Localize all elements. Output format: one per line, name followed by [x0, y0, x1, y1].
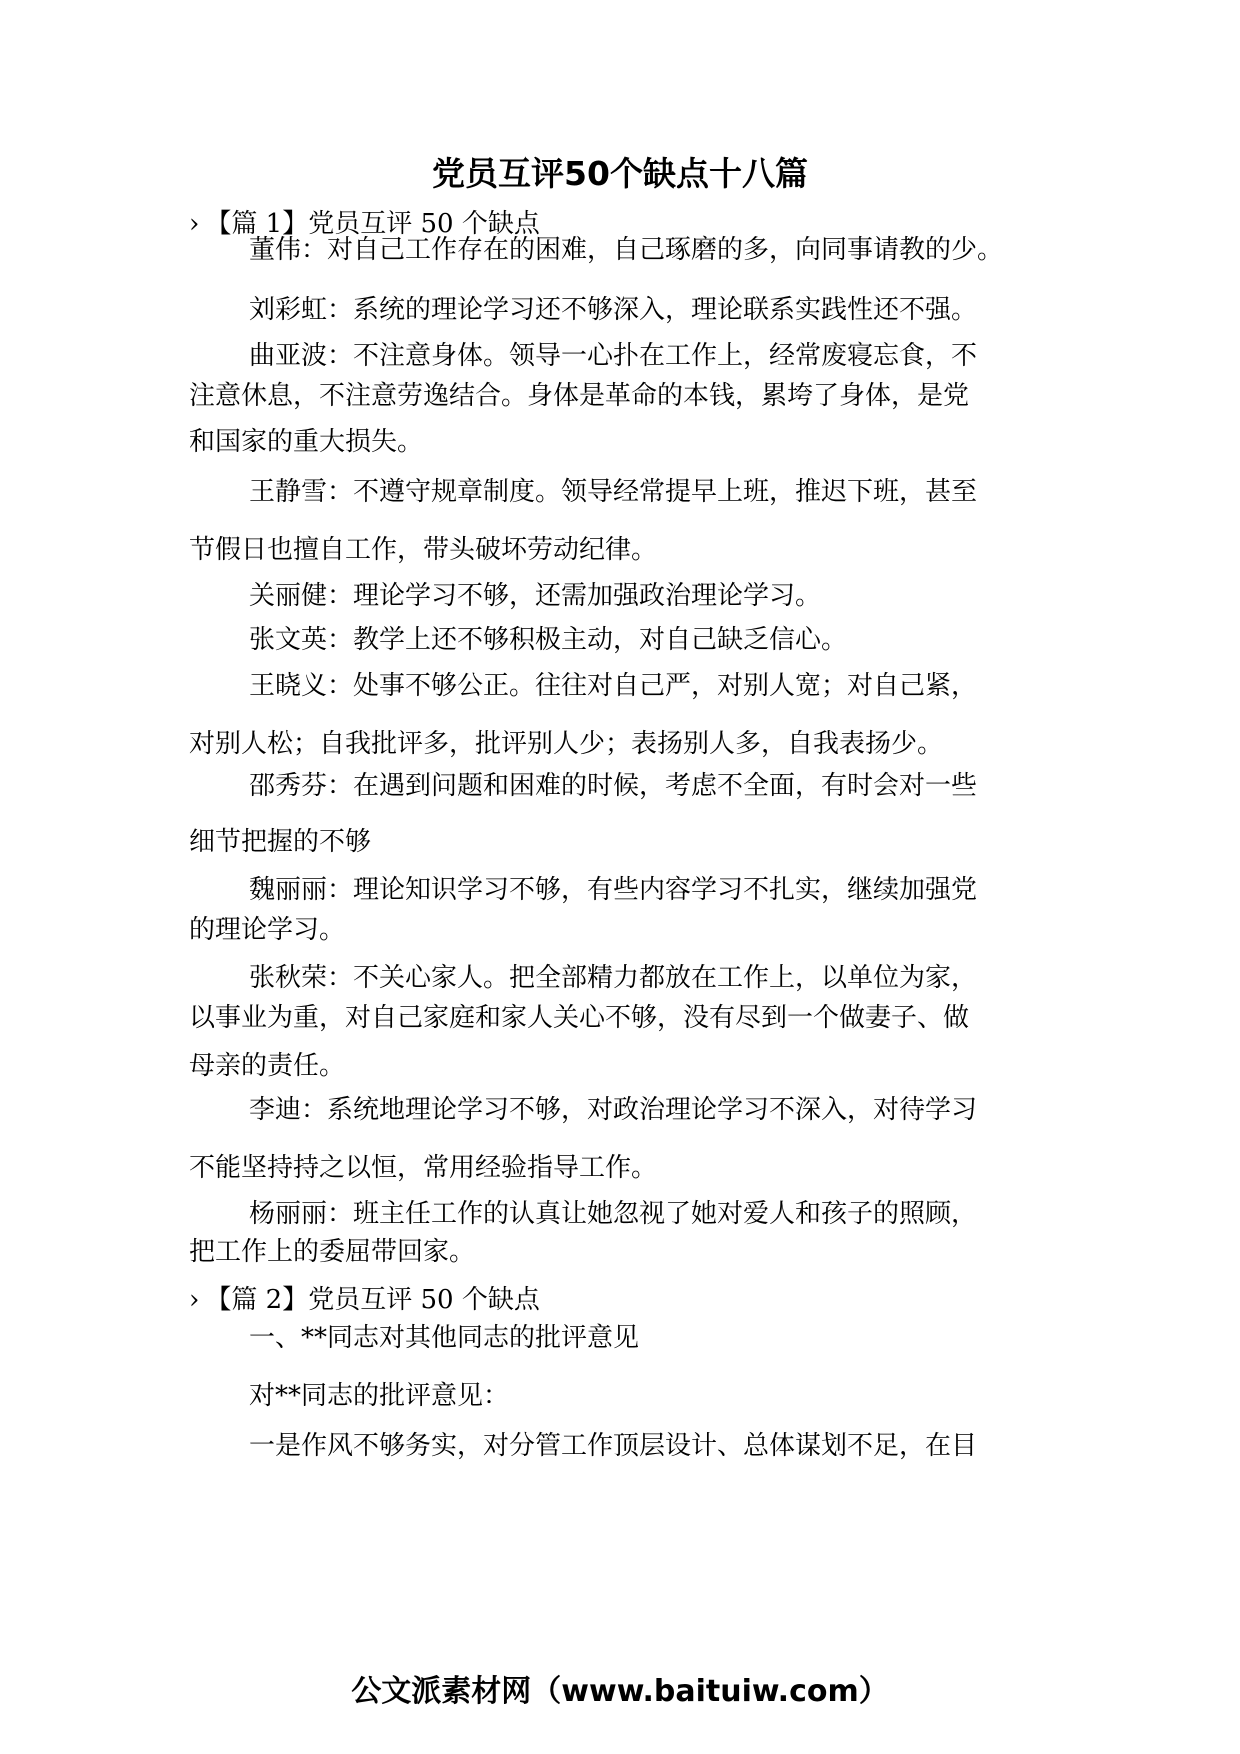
- line-text: 杨丽丽：班主任工作的认真让她忽视了她对爱人和孩子的照顾，: [249, 1199, 978, 1229]
- line-text: 和国家的重大损失。: [189, 427, 424, 457]
- line-text: 节假日也擅自工作，带头破坏劳动纪律。: [189, 535, 658, 565]
- paragraph-line: [249, 620, 847, 660]
- paragraph-line: [249, 766, 977, 806]
- line-text: 的理论学习。: [189, 915, 346, 945]
- paragraph-line: [189, 530, 657, 570]
- line-text: 张秋荣：不关心家人。把全部精力都放在工作上，以单位为家，: [249, 963, 978, 993]
- paragraph-line: [249, 230, 1003, 270]
- line-text: 对**同志的批评意见：: [249, 1381, 510, 1411]
- paragraph-line: [249, 870, 977, 910]
- paragraph-line: [189, 376, 969, 416]
- paragraph-line: [189, 910, 345, 950]
- line-text: 曲亚波：不注意身体。领导一心扑在工作上，经常废寝忘食，不: [249, 341, 978, 371]
- paragraph-line: [249, 1426, 977, 1466]
- line-text: 以事业为重，对自己家庭和家人关心不够，没有尽到一个做妻子、做: [189, 1003, 970, 1033]
- line-text: 一是作风不够务实，对分管工作顶层设计、总体谋划不足，在目: [249, 1431, 978, 1461]
- line-text: 把工作上的委屈带回家。: [189, 1237, 476, 1267]
- paragraph-line: [189, 1232, 475, 1272]
- line-text: 魏丽丽：理论知识学习不够，有些内容学习不扎实，继续加强党: [249, 875, 978, 905]
- line-text: 【篇 2】党员互评 50 个缺点: [205, 1285, 540, 1315]
- line-text: 不能坚持持之以恒，常用经验指导工作。: [189, 1153, 658, 1183]
- paragraph-line: [189, 724, 943, 764]
- paragraph-line: [249, 666, 977, 706]
- line-text: 王晓义：处事不够公正。往往对自己严，对别人宽；对自己紧，: [249, 671, 978, 701]
- line-text: 张文英：教学上还不够积极主动，对自己缺乏信心。: [249, 625, 848, 655]
- line-text: 董伟：对自己工作存在的困难，自己琢磨的多，向同事请教的少。: [249, 235, 1004, 265]
- paragraph-line: [249, 1318, 639, 1358]
- paragraph-line: [189, 822, 371, 862]
- paragraph-line: [249, 472, 977, 512]
- paragraph-line: [189, 1148, 657, 1188]
- line-text: 注意休息，不注意劳逸结合。身体是革命的本钱，累垮了身体，是党: [189, 381, 970, 411]
- line-text: 【篇 1】党员互评 50 个缺点: [205, 209, 540, 239]
- paragraph-line: [189, 998, 969, 1038]
- section-heading: [189, 1280, 540, 1320]
- paragraph-line: [249, 336, 977, 376]
- line-text: 李迪：系统地理论学习不够，对政治理论学习不深入，对待学习: [249, 1095, 978, 1125]
- paragraph-line: [249, 1090, 977, 1130]
- chevron-right-icon: ›: [189, 1285, 200, 1315]
- line-text: 一、**同志对其他同志的批评意见: [249, 1323, 640, 1353]
- line-text: 王静雪：不遵守规章制度。领导经常提早上班，推迟下班，甚至: [249, 477, 978, 507]
- paragraph-line: [249, 958, 977, 998]
- line-text: 母亲的责任。: [189, 1051, 346, 1081]
- line-text: 关丽健：理论学习不够，还需加强政治理论学习。: [249, 581, 822, 611]
- paragraph-line: [249, 1194, 977, 1234]
- paragraph-line: [189, 1046, 345, 1086]
- document-title: 党员互评50个缺点十八篇: [432, 154, 808, 193]
- line-text: 细节把握的不够: [189, 827, 372, 857]
- footer-watermark: 公文派素材网（www.baituiw.com）: [351, 1674, 889, 1709]
- paragraph-line: [249, 576, 821, 616]
- chevron-right-icon: ›: [189, 209, 200, 239]
- paragraph-line: [189, 422, 423, 462]
- paragraph-line: [249, 290, 977, 330]
- line-text: 邵秀芬：在遇到问题和困难的时候，考虑不全面，有时会对一些: [249, 771, 978, 801]
- paragraph-line: [249, 1376, 509, 1416]
- line-text: 对别人松；自我批评多，批评别人少；表扬别人多，自我表扬少。: [189, 729, 944, 759]
- line-text: 刘彩虹：系统的理论学习还不够深入，理论联系实践性还不强。: [249, 295, 978, 325]
